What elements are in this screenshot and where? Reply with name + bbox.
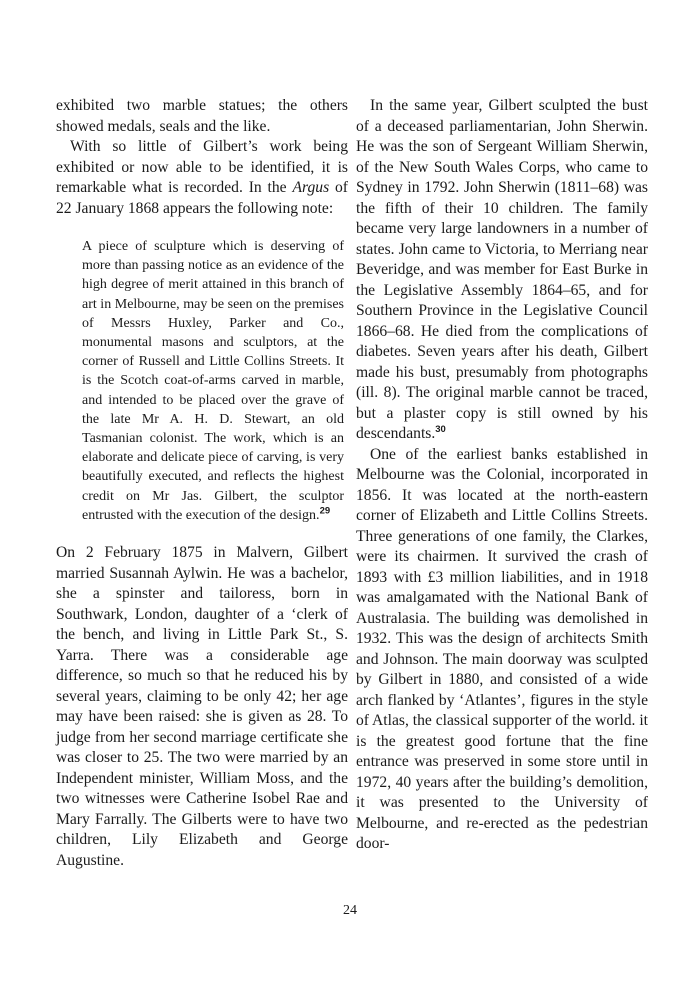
paragraph-argus-intro <box>56 137 348 219</box>
quote-text: A piece of sculpture which is deserving of more than passing notice as an evidence of the high degree of merit attained in this branch of art in Melbourne, may be seen on the premises of Messrs Huxley, Parker and Co., monumental masons and sculptors, at the corner of Russell and Little Collins Streets. It is the Scotch coat-of-arms carved in marble, and intended to be placed over the grave of the late Mr A. H. D. Stewart, an old Tasmanian colonist. The work, which is an elaborate and delicate piece of carving, is very beautifully executed, and reflects the highest credit on Mr Jas. Gilbert, the sculptor entrusted with the execution of the design. <box>82 239 344 523</box>
paragraph-marriage: On 2 February 1875 in Malvern, Gilbert married Susannah Aylwin. He was a bachelor, she a spinster and tailoress, born in Southwark, London, daughter of a ‘clerk of the bench, and living in Little Park St., S. Yarra. There was a considerable age difference, so much so that he reduced his by several years, claiming to be only 42; her age may have been raised: she is given as 28. To judge from her second marriage certificate she was closer to 25. The two were married by an Independent minister, William Moss, and the two witnesses were Catherine Isobel Rae and Mary Farrally. The Gilberts were to have two children, Lily Elizabeth and George Augustine. <box>56 544 348 869</box>
page-number: 24 <box>343 903 357 918</box>
paragraph-sherwin <box>356 96 648 445</box>
paragraph-text: With so little of Gilbert’s work being exhibited or now able to be identified, it is remarkable what is recorded. In the <box>56 138 348 196</box>
paragraph-text: In the same year, Gilbert sculpted the bust of a deceased parliamentarian, John Sherwin. He was the son of Sergeant William Sherwin, of the New South Wales Corps, who came to Sydney in 1792. John Sherwin (1811–68) was the fifth of their 10 children. The family became very large landowners in a number of states. John came to Victoria, to Merriang near Beveridge, and was member for East Burke in the Legislative Assembly 1864–65, and for Southern Province in the Legislative Council 1866–68. He died from the complications of diabetes. Seven years after his death, Gilbert made his bust, presumably from photographs (ill. 8). The original marble cannot be traced, but a plaster copy is still owned by his descendants. <box>356 97 648 442</box>
block-quote <box>82 237 348 525</box>
paragraph-continued: exhibited two marble statues; the others showed medals, seals and the like. <box>56 97 348 135</box>
footnote-ref: 30 <box>435 423 446 435</box>
newspaper-title: Argus <box>292 179 330 196</box>
paragraph-colonial-bank: One of the earliest banks established in Melbourne was the Colonial, incorporated in 1856. It was located at the north-eastern corner of Elizabeth and Little Collins Streets. Three generations of one family, the Clarkes, were its chairmen. It survived the crash of 1893 with £3 million liabilities, and in 1918 was amalgamated with the National Bank of Australasia. The building was demolished in 1932. This was the design of architects Smith and Johnson. The main doorway was sculpted by Gilbert in 1880, and consisted of a wide arch flanked by ‘Atlantes’, figures in the style of Atlas, the classical supporter of the world. it is the greatest good fortune that the fine entrance was preserved in some store until in 1972, 40 years after the building’s demolition, it was presented to the University of Melbourne, and re-erected as the pedestrian door- <box>356 445 648 852</box>
paragraph-text: of 22 January 1868 appears the following note: <box>56 179 349 217</box>
left-column <box>56 96 348 871</box>
footnote-ref: 29 <box>319 505 331 517</box>
right-column <box>356 96 648 855</box>
